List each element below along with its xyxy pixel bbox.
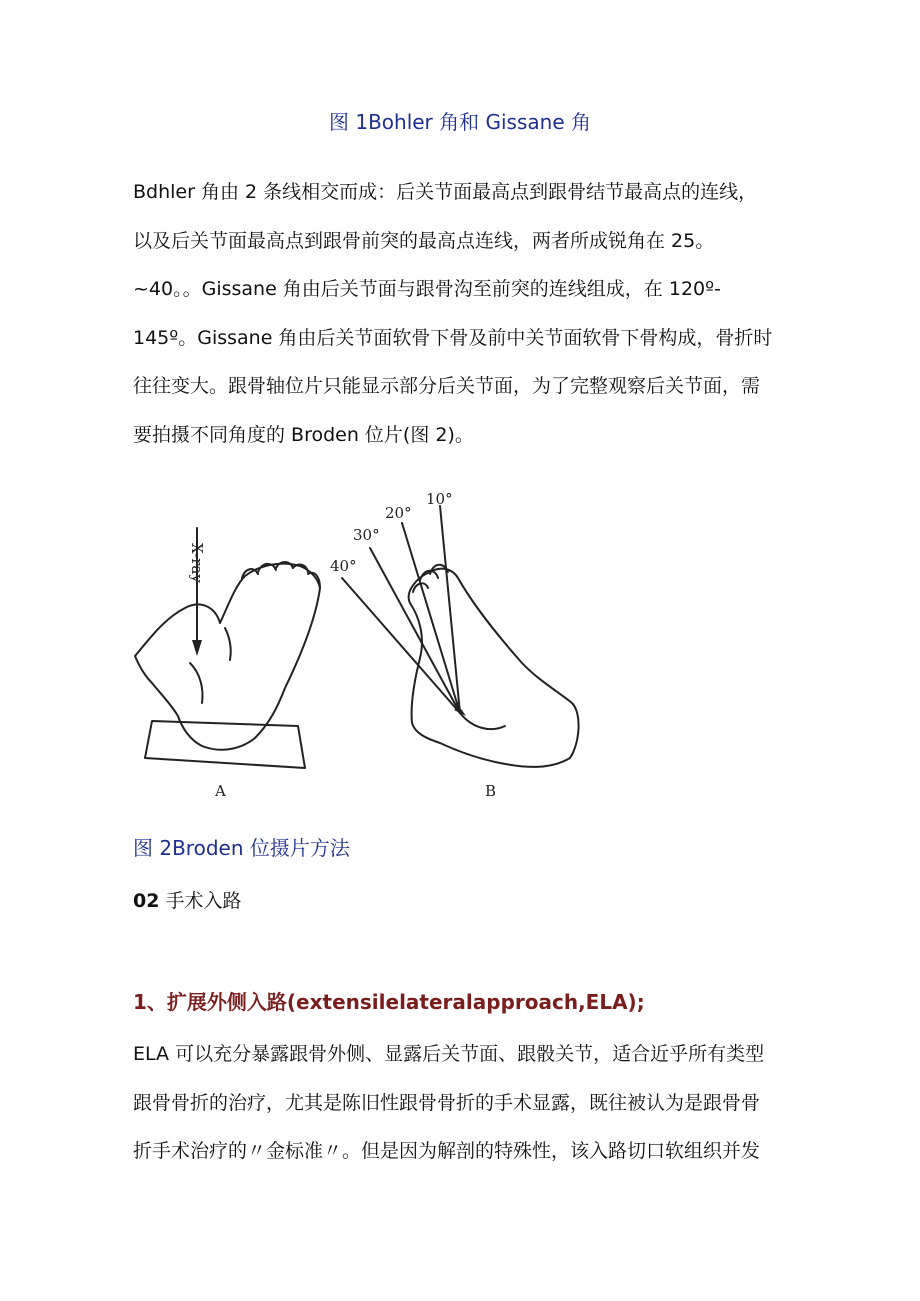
angle-label-40: 40°: [330, 557, 357, 575]
angle-label-20: 20°: [385, 504, 412, 522]
section-heading: [133, 886, 242, 913]
paragraph-line: 145º。Gissane 角由后关节面软骨下骨及前中关节面软骨下骨构成，骨折时: [133, 326, 773, 349]
paragraph-line: 要拍摄不同角度的 Broden 位片(图 2)。: [133, 423, 474, 446]
paragraph-bohler-gissane: [133, 168, 793, 459]
paragraph-line: ~40。。Gissane 角由后关节面与跟骨沟至前突的连线组成，在 120º-: [133, 278, 721, 300]
paragraph-line: 以及后关节面最高点到跟骨前突的最高点连线，两者所成锐角在 25。: [133, 229, 715, 252]
broden-illustration: [130, 488, 600, 806]
foot-a-ankle: [225, 628, 231, 660]
xray-arrow-head: [192, 640, 202, 656]
panel-b-label: B: [485, 782, 497, 800]
paragraph-line: 折手术治疗的〃金标准〃。但是因为解剖的特殊性，该入路切口软组织并发: [133, 1140, 761, 1162]
section-title: 手术入路: [159, 890, 242, 912]
paragraph-line: 往往变大。跟骨轴位片只能显示部分后关节面，为了完整观察后关节面，需: [133, 375, 761, 397]
figure2-caption: 图 2Broden 位摄片方法: [133, 836, 350, 860]
angle-label-30: 30°: [353, 526, 380, 544]
ray-40: [342, 578, 460, 713]
foot-a-heel: [190, 663, 203, 703]
figure1-caption: 图 1Bohler 角和 Gissane 角: [328, 110, 591, 134]
foot-b-ankle: [460, 713, 505, 729]
panel-a-label: A: [215, 782, 226, 800]
paragraph-line: 跟骨骨折的治疗，尤其是陈旧性跟骨骨折的手术显露，既往被认为是跟骨骨: [133, 1091, 761, 1114]
ela-heading: 1、扩展外侧入路(extensilelateralapproach,ELA);: [133, 990, 645, 1014]
paragraph-line: ELA 可以充分暴露跟骨外侧、显露后关节面、跟骰关节，适合近乎所有类型: [133, 1043, 765, 1065]
xray-plate: [145, 721, 305, 768]
broden-figure: [130, 488, 600, 806]
paragraph-line: Bdhler 角由 2 条线相交而成：后关节面最高点到跟骨结节最高点的连线，: [133, 181, 758, 203]
section-number: 02: [133, 890, 160, 912]
angle-label-10: 10°: [426, 490, 453, 508]
xray-label: X-ray: [188, 543, 206, 583]
foot-b-outline: [409, 569, 579, 767]
paragraph-ela: [133, 1030, 793, 1176]
